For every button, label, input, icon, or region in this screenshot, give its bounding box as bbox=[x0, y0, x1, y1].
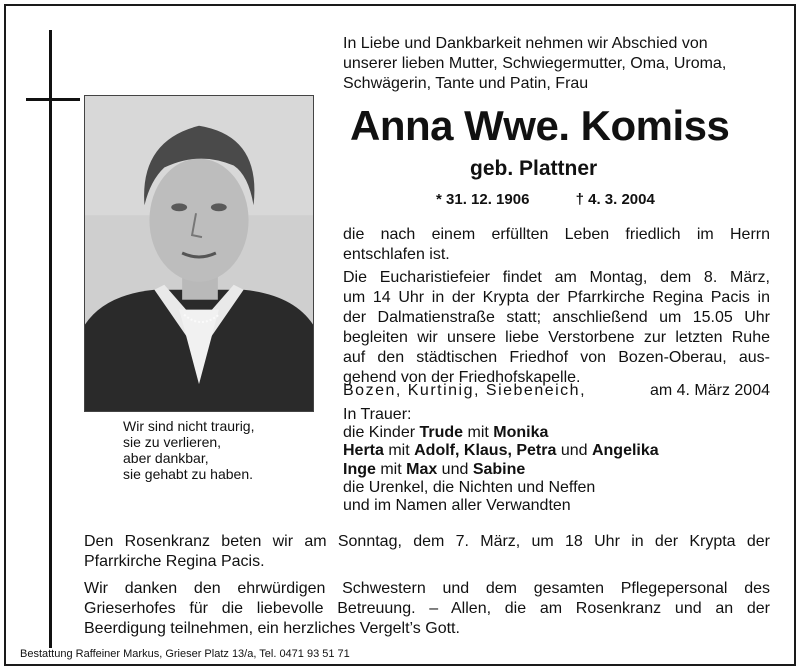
body-line: auf den städtischen Friedhof von Bozen-Oberau, aus- bbox=[343, 349, 770, 366]
thanks-line: Beerdigung teilnehmen, ein herzliches Vergelt’s Gott. bbox=[84, 620, 460, 637]
mourners-line: Inge mit Max und Sabine bbox=[343, 460, 526, 478]
mourners-line: Herta mit Adolf, Klaus, Petra und Angelika bbox=[343, 442, 659, 460]
body-line: entschlafen ist. bbox=[343, 246, 450, 263]
rosary-line: Den Rosenkranz beten wir am Sonntag, dem 7. März, um 18 Uhr in der Krypta der bbox=[84, 533, 770, 550]
quote-line: sie gehabt zu haben. bbox=[123, 466, 253, 482]
thanks-line: Wir danken den ehrwürdigen Schwestern und dem gesamten Pflegepersonal des bbox=[84, 580, 770, 597]
portrait-photo bbox=[84, 95, 314, 412]
thanks-paragraph bbox=[84, 579, 770, 639]
funeral-home-credit: Bestattung Raffeiner Markus, Grieser Platz 13/a, Tel. 0471 93 51 71 bbox=[20, 648, 350, 660]
body-line: begleiten wir unsere liebe Verstorbene zur letzten Ruhe bbox=[343, 329, 770, 346]
quote-line: Wir sind nicht traurig, bbox=[123, 418, 255, 434]
body-line: der Dalmatienstraße statt; anschließend um 15.05 Uhr bbox=[343, 309, 770, 326]
mourners-heading: In Trauer: bbox=[343, 406, 412, 423]
birth-date: * 31. 12. 1906 bbox=[436, 191, 530, 208]
notice-body bbox=[343, 225, 770, 388]
death-date: † 4. 3. 2004 bbox=[575, 191, 655, 208]
mourners-line: die Kinder Trude mit Monika bbox=[343, 424, 549, 442]
mourners-line: die Urenkel, die Nichten und Neffen bbox=[343, 478, 596, 496]
life-dates bbox=[436, 191, 655, 208]
body-line: Die Eucharistiefeier findet am Montag, dem 8. März, bbox=[343, 269, 770, 286]
deceased-name: Anna Wwe. Komiss bbox=[350, 102, 730, 149]
intro-text bbox=[343, 34, 726, 94]
intro-line: Schwägerin, Tante und Patin, Frau bbox=[343, 75, 589, 92]
place-names: Bozen, Kurtinig, Siebeneich, bbox=[343, 382, 587, 399]
place-date-line bbox=[343, 382, 770, 400]
notice-date: am 4. März 2004 bbox=[649, 382, 770, 399]
body-line: um 14 Uhr in der Krypta der Pfarrkirche Regina Pacis in bbox=[343, 289, 770, 306]
quote-line: sie zu verlieren, bbox=[123, 434, 222, 450]
birth-name: geb. Plattner bbox=[470, 157, 598, 180]
body-line: die nach einem erfüllten Leben friedlich im Herrn bbox=[343, 226, 770, 243]
memorial-quote bbox=[123, 418, 254, 482]
quote-line: aber dankbar, bbox=[123, 450, 209, 466]
intro-line: In Liebe und Dankbarkeit nehmen wir Abschied von bbox=[343, 35, 708, 52]
mourners-list bbox=[343, 406, 659, 515]
rosary-line: Pfarrkirche Regina Pacis. bbox=[84, 553, 265, 570]
thanks-line: Grieserhofes für die liebevolle Betreuung. – Allen, die am Rosenkranz und an der bbox=[84, 600, 770, 617]
cross-icon-bar bbox=[26, 98, 80, 101]
cross-icon bbox=[49, 30, 52, 648]
mourners-line: und im Namen aller Verwandten bbox=[343, 497, 571, 515]
intro-line: unserer lieben Mutter, Schwiegermutter, Oma, Uroma, bbox=[343, 55, 727, 72]
body-line: gehend von der Friedhofskapelle. bbox=[343, 369, 581, 386]
rosary-paragraph bbox=[84, 532, 770, 572]
